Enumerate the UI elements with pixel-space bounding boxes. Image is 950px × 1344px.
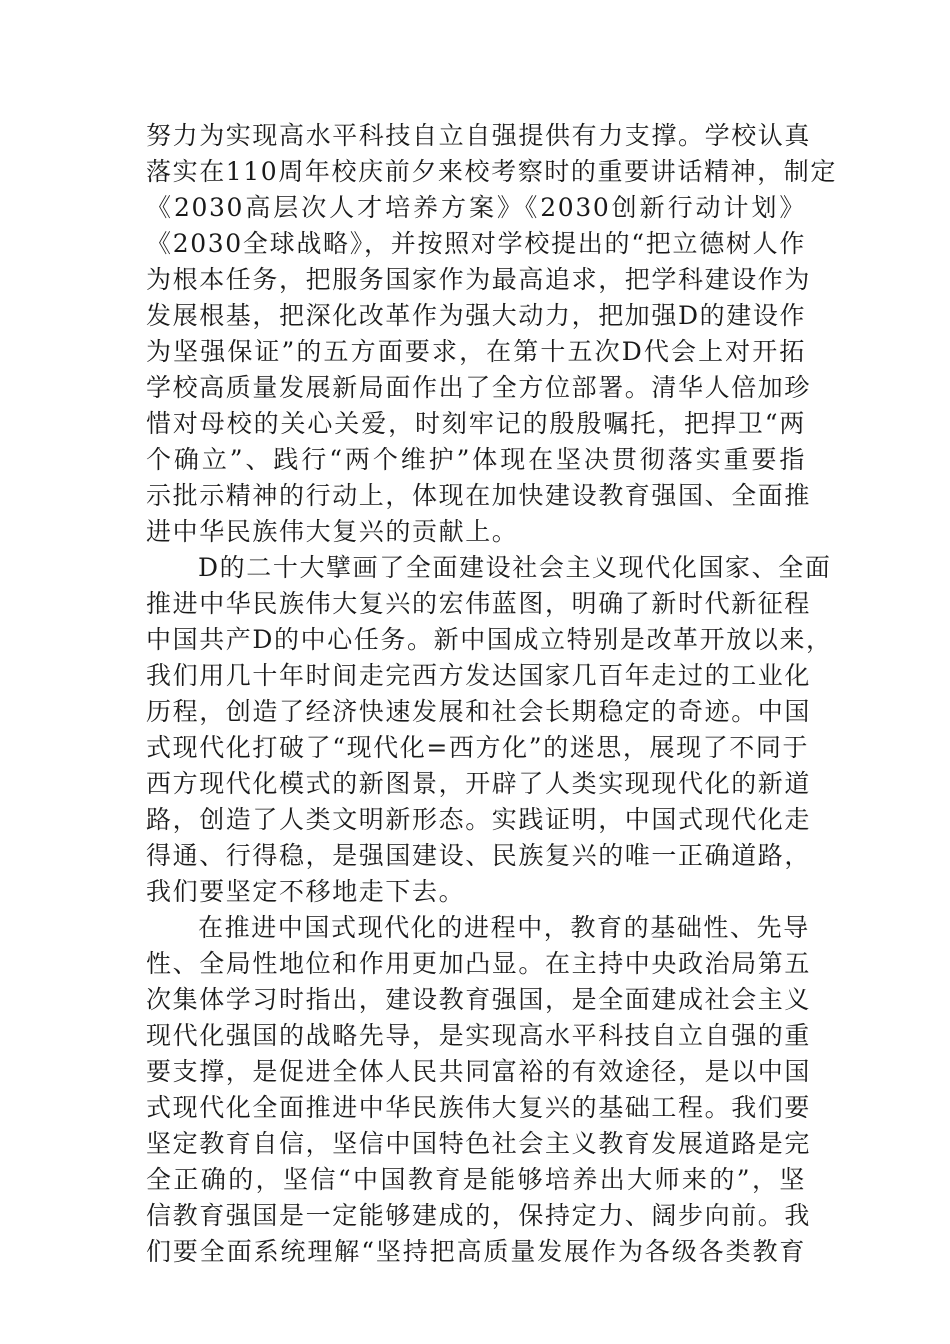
text-line: 式现代化打破了“现代化=西方化”的迷思，展现了不同于	[146, 733, 810, 762]
text-line: 我们用几十年时间走完西方发达国家几百年走过的工业化	[146, 661, 812, 690]
text-line: 学校高质量发展新局面作出了全方位部署。清华人倍加珍	[146, 373, 812, 402]
text-line: 得通、行得稳，是强国建设、民族复兴的唯一正确道路，	[146, 841, 812, 870]
text-line: 中国共产D的中心任务。新中国成立特别是改革开放以来，	[146, 625, 833, 654]
text-line: 路，创造了人类文明新形态。实践证明，中国式现代化走	[146, 805, 812, 834]
text-line: 推进中华民族伟大复兴的宏伟蓝图，明确了新时代新征程	[146, 589, 812, 618]
text-line: 们要全面系统理解“坚持把高质量发展作为各级各类教育	[146, 1237, 806, 1266]
text-line: 为根本任务，把服务国家作为最高追求，把学科建设作为	[146, 265, 812, 294]
text-line: 发展根基，把深化改革作为强大动力，把加强D的建设作	[146, 301, 807, 330]
text-line: 式现代化全面推进中华民族伟大复兴的基础工程。我们要	[146, 1093, 812, 1122]
text-line: 信教育强国是一定能够建成的，保持定力、阔步向前。我	[146, 1201, 812, 1230]
text-line: 西方现代化模式的新图景，开辟了人类实现现代化的新道	[146, 769, 812, 798]
text-line: 示批示精神的行动上，体现在加快建设教育强国、全面推	[146, 481, 812, 510]
text-line: 我们要坚定不移地走下去。	[146, 877, 466, 906]
text-line: 为坚强保证”的五方面要求，在第十五次D代会上对开拓	[146, 337, 806, 366]
text-line: 《2030全球战略》，并按照对学校提出的“把立德树人作	[146, 229, 806, 258]
text-line: 要支撑，是促进全体人民共同富裕的有效途径，是以中国	[146, 1057, 812, 1086]
text-line: 努力为实现高水平科技自立自强提供有力支撑。学校认真	[146, 121, 812, 150]
text-line: 在推进中国式现代化的进程中，教育的基础性、先导	[198, 913, 810, 942]
text-line: 惜对母校的关心关爱，时刻牢记的殷殷嘱托，把捍卫“两	[146, 409, 806, 438]
text-line: 现代化强国的战略先导，是实现高水平科技自立自强的重	[146, 1021, 812, 1050]
text-line: 性、全局性地位和作用更加凸显。在主持中央政治局第五	[146, 949, 812, 978]
body-text	[146, 118, 837, 1270]
text-line: 次集体学习时指出，建设教育强国，是全面建成社会主义	[146, 985, 812, 1014]
text-line: 进中华民族伟大复兴的贡献上。	[146, 517, 519, 546]
text-line: D的二十大擘画了全面建设社会主义现代化国家、全面	[198, 553, 832, 582]
text-line: 全正确的，坚信“中国教育是能够培养出大师来的”，坚	[146, 1165, 806, 1194]
text-line: 历程，创造了经济快速发展和社会长期稳定的奇迹。中国	[146, 697, 812, 726]
text-line: 落实在110周年校庆前夕来校考察时的重要讲话精神，制定	[146, 157, 837, 186]
text-line: 《2030高层次人才培养方案》《2030创新行动计划》	[146, 193, 806, 222]
text-line: 坚定教育自信，坚信中国特色社会主义教育发展道路是完	[146, 1129, 812, 1158]
text-line: 个确立”、践行“两个维护”体现在坚决贯彻落实重要指	[146, 445, 806, 474]
